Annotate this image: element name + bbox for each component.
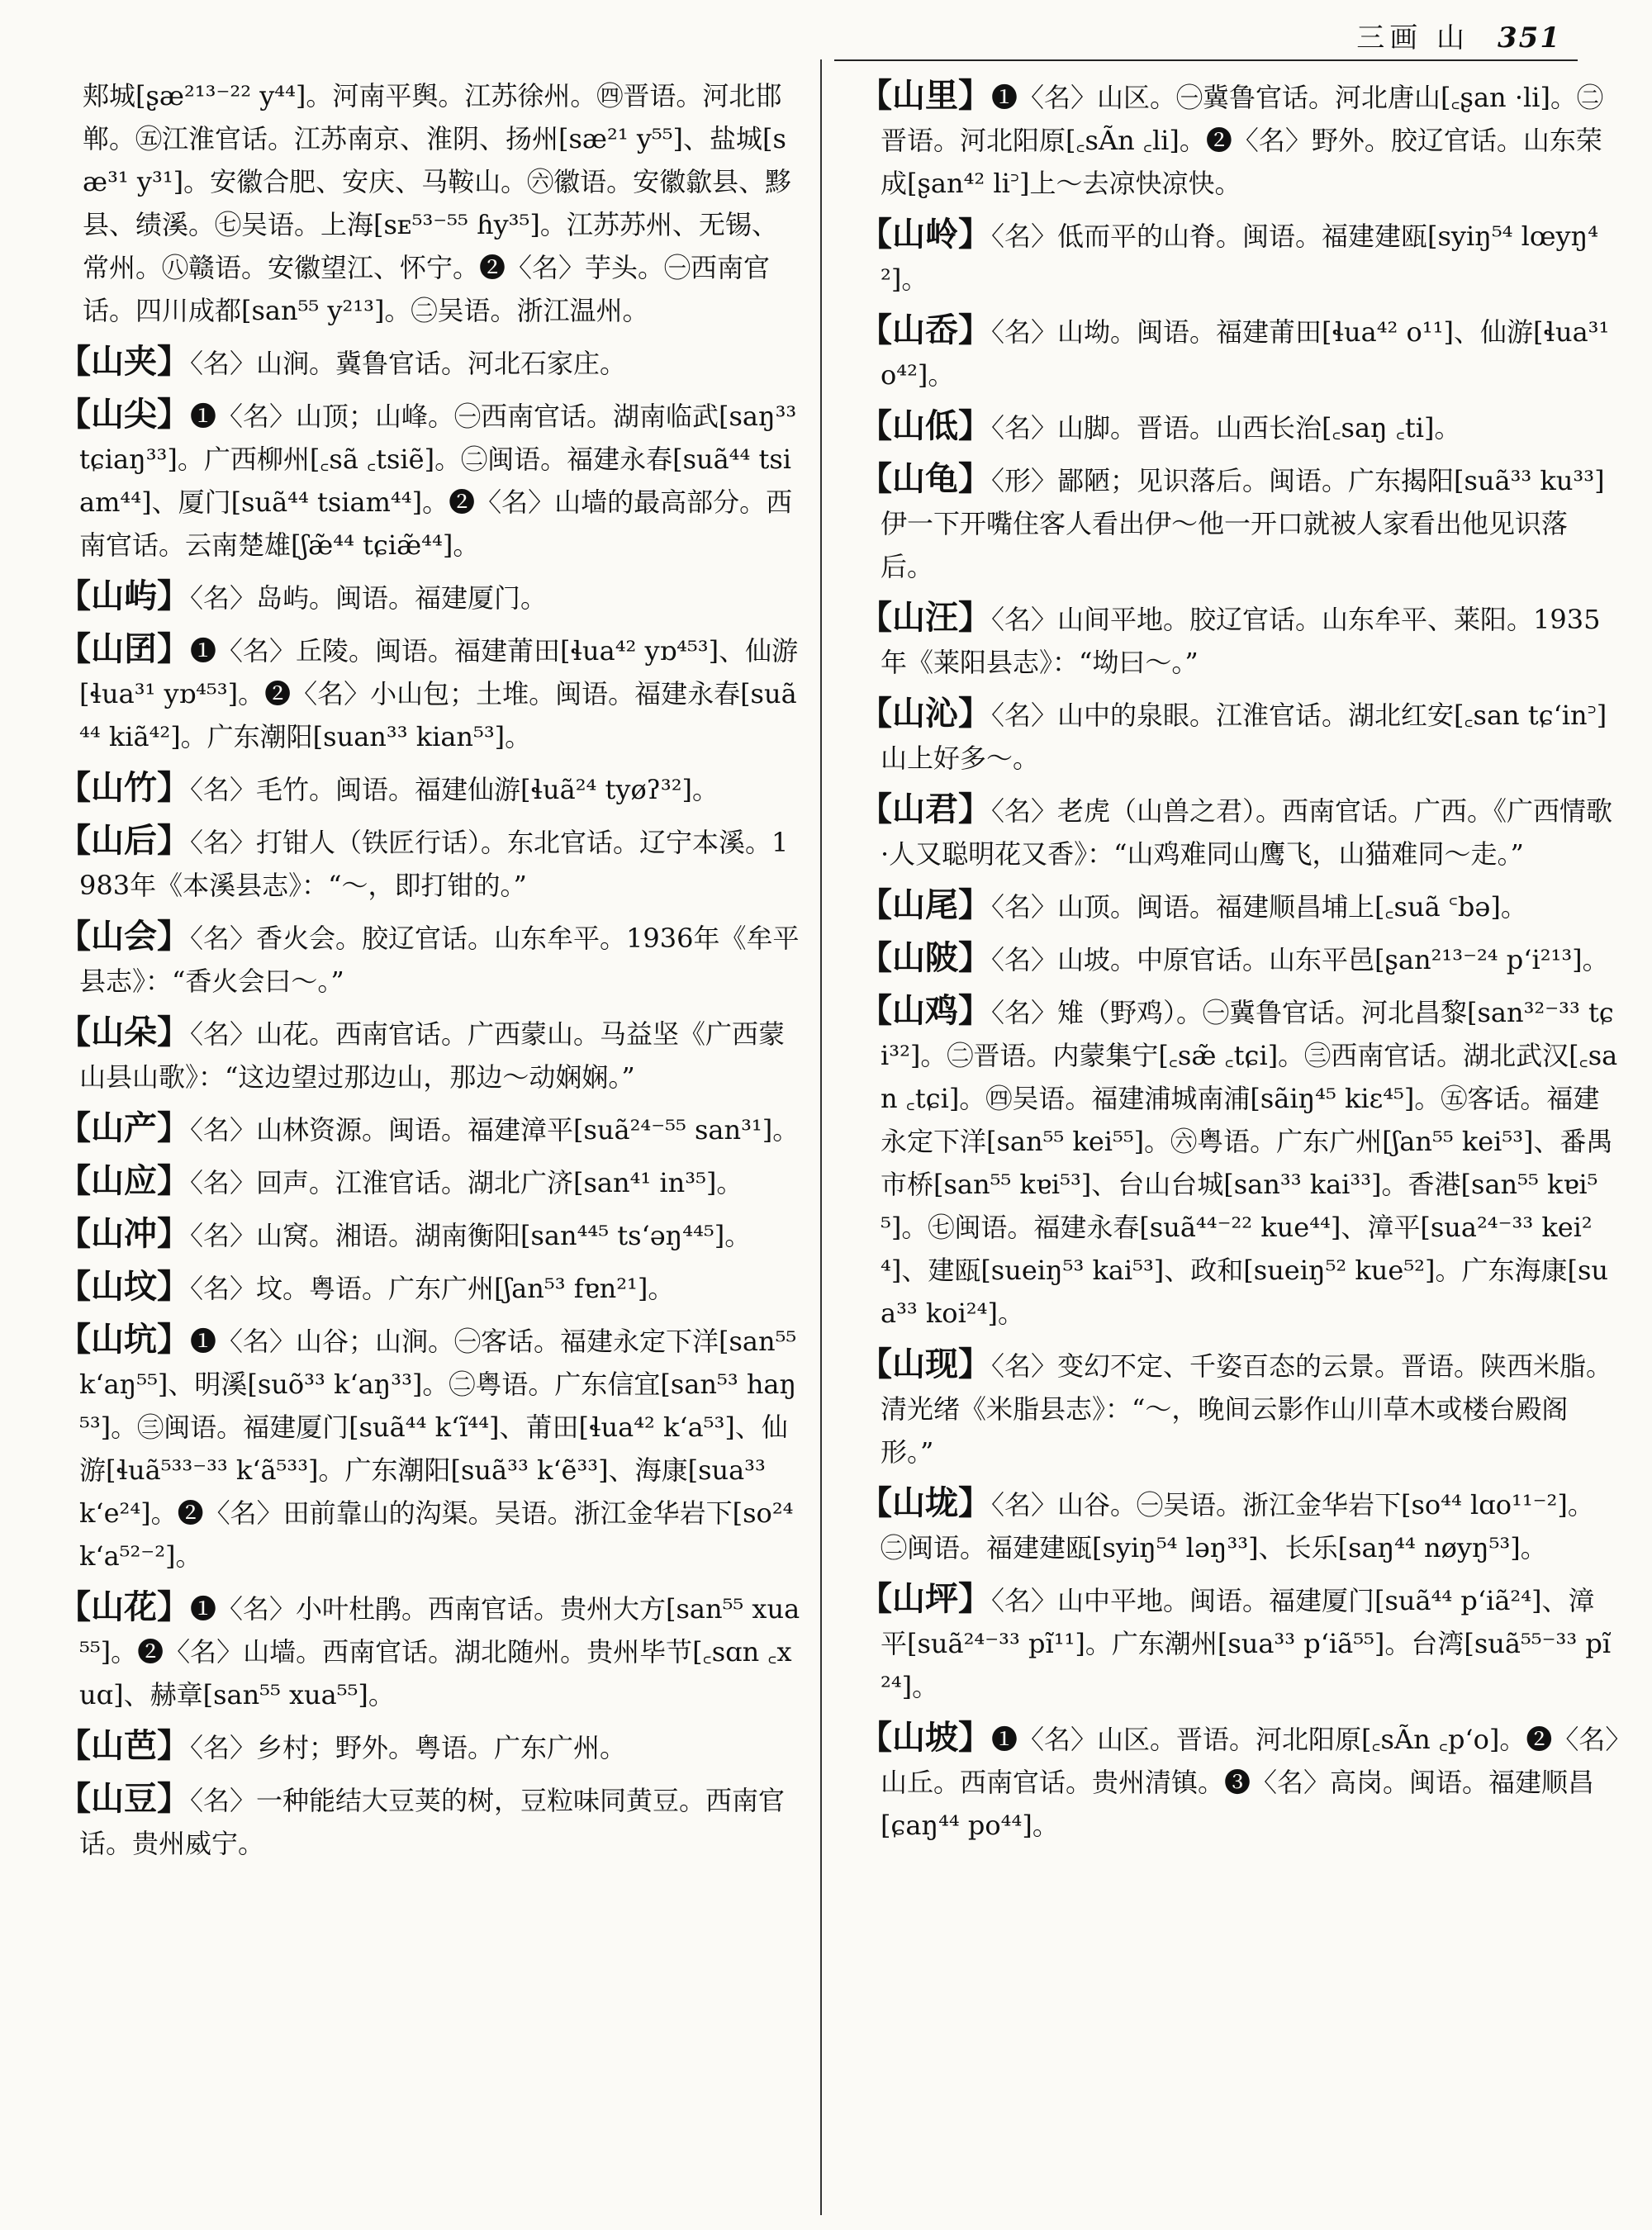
dictionary-entry <box>859 937 1619 981</box>
entry-definition: 〈名〉山涧。冀鲁官话。河北石家庄。 <box>190 348 627 379</box>
dictionary-entry <box>859 884 1619 928</box>
entry-headword: 【 山沁 】 <box>859 694 991 733</box>
entry-headword: 【 山坑 】 <box>58 1320 190 1359</box>
entry-headword: 【 山岙 】 <box>859 311 991 349</box>
dictionary-entry <box>58 1265 801 1310</box>
entry-headword: 【 山应 】 <box>58 1161 190 1200</box>
entry-headword: 【 山豆 】 <box>58 1779 190 1818</box>
entry-definition: 〈名〉雉（野鸡）。㊀冀鲁官话。河北昌黎[san³²⁻³³ tɕi³²]。㊁晋语。内蒙集宁[꜀sæ̃ ꜀tɕi]。㊂西南官话。湖北武汉[꜀san ꜀tɕi]。㊃吴语。福建浦城南浦[sãiŋ⁴⁵ kiɛ⁴⁵]。㊄客话。福建永定下洋[san⁵⁵ kei⁵⁵]。㊅粤语。广东广州[ʃan⁵⁵ kei⁵³]、番禺市桥[san⁵⁵ kɐi⁵³]、台山台城[san³³ kai³³]。香港[san⁵⁵ kɐi⁵⁵]。㊆闽语。福建永春[suã⁴⁴⁻²² kue⁴⁴]、漳平[sua²⁴⁻³³ kei²⁴]、建瓯[sueiŋ⁵³ kai⁵³]、政和[sueiŋ⁵² kue⁵²]。广东海康[sua³³ koi²⁴]。 <box>881 997 1618 1329</box>
entry-headword: 【 山后 】 <box>58 821 190 860</box>
entry-headword: 【 山坪 】 <box>859 1579 991 1618</box>
entry-definition: 〈名〉山花。西南官话。广西蒙山。马益坚《广西蒙山县山歌》：“这边望过那边山，那边～动娴娴。” <box>79 1018 786 1093</box>
left-column <box>58 74 801 1873</box>
entry-definition: 〈名〉山窝。湘语。湖南衡阳[san⁴⁴⁵ ts‘əŋ⁴⁴⁵]。 <box>190 1220 752 1251</box>
entry-headword: 【 山陂 】 <box>859 938 991 977</box>
entry-headword: 【 山岭 】 <box>859 215 991 254</box>
section-label: 三画 山 <box>1356 21 1470 55</box>
dictionary-entry <box>58 1318 801 1578</box>
entry-headword: 【 山囝 】 <box>58 629 190 668</box>
entry-definition: 郏城[ʂæ²¹³⁻²² y⁴⁴]。河南平舆。江苏徐州。㊃晋语。河北邯郸。㊄江淮官话。江苏南京、淮阴、扬州[sæ²¹ y⁵⁵]、盐城[sæ³¹ y³¹]。安徽合肥、安庆、马鞍山。㊅徽语。安徽歙县、黟县、绩溪。㊆吴语。上海[sᴇ⁵³⁻⁵⁵ ɦy³⁵]。江苏苏州、无锡、常州。㊇赣语。安徽望江、怀宁。❷〈名〉芋头。㊀西南官话。四川成都[san⁵⁵ y²¹³]。㊁吴语。浙江温州。 <box>83 80 792 326</box>
entry-definition: 〈形〉鄙陋；见识落后。闽语。广东揭阳[suã³³ ku³³]伊一下开嘴住客人看出伊～他一开口就被人家看出他见识落后。 <box>881 465 1605 582</box>
dictionary-entry <box>859 596 1619 684</box>
entry-definition: 〈名〉山顶。闽语。福建顺昌埔上[꜀suã ꜂bə]。 <box>991 891 1527 923</box>
entry-definition: ❶〈名〉山区。㊀冀鲁官话。河北唐山[꜀ʂan ·li]。㊁晋语。河北阳原[꜀sÃn ꜀li]。❷〈名〉野外。胶辽官话。山东荣成[ʂan⁴² li꜄]上～去凉快凉快。 <box>881 82 1603 199</box>
entry-definition: 〈名〉变幻不定、千姿百态的云景。晋语。陕西米脂。清光绪《米脂县志》：“～，晚间云影作山川草木或楼台殿阁形。” <box>881 1350 1613 1468</box>
dictionary-entry <box>58 1586 801 1716</box>
entry-definition: 〈名〉山林资源。闽语。福建漳平[suã²⁴⁻⁵⁵ san³¹]。 <box>190 1114 800 1146</box>
dictionary-entry <box>859 309 1619 396</box>
entry-definition: 〈名〉山坳。闽语。福建莆田[ɬua⁴² o¹¹]、仙游[ɬua³¹ o⁴²]。 <box>881 316 1610 391</box>
dictionary-entry <box>58 766 801 811</box>
dictionary-entry <box>859 788 1619 875</box>
entry-headword: 【 山低 】 <box>859 406 991 445</box>
dictionary-entry <box>58 1777 801 1865</box>
entry-definition: 〈名〉一种能结大豆荚的树，豆粒味同黄豆。西南官话。贵州威宁。 <box>79 1785 786 1859</box>
dictionary-entry <box>58 340 801 385</box>
dictionary-entry <box>859 213 1619 301</box>
entry-definition: 〈名〉山中的泉眼。江淮官话。湖北红安[꜀san tɕ‘in꜄]山上好多～。 <box>881 700 1607 774</box>
entry-definition: ❶〈名〉山顶；山峰。㊀西南官话。湖南临武[saŋ³³ tɕiaŋ³³]。广西柳州[꜀sã ꜀tsiẽ]。㊁闽语。福建永春[suã⁴⁴ tsiam⁴⁴]、厦门[suã⁴⁴ tsiam⁴⁴]。❷〈名〉山墙的最高部分。西南官话。云南楚雄[ʃæ̃⁴⁴ tɕiæ̃⁴⁴]。 <box>79 401 797 561</box>
dictionary-entry <box>58 1160 801 1204</box>
entry-definition: 〈名〉乡村；野外。粤语。广东广州。 <box>190 1732 627 1763</box>
entry-definition: 〈名〉山间平地。胶辽官话。山东牟平、莱阳。1935年《莱阳县志》：“坳曰～。” <box>881 604 1601 678</box>
dictionary-entry <box>859 405 1619 449</box>
entry-headword: 【 山鸡 】 <box>859 991 991 1030</box>
entry-headword: 【 山坡 】 <box>859 1718 991 1757</box>
column-divider <box>820 59 822 2215</box>
page-number: 351 <box>1498 21 1561 55</box>
entry-headword: 【 山芭 】 <box>58 1726 190 1765</box>
entry-definition: 〈名〉坟。粤语。广东广州[ʃan⁵³ fɐn²¹]。 <box>190 1273 675 1304</box>
dictionary-entry <box>58 1212 801 1257</box>
dictionary-entry <box>859 1716 1619 1847</box>
entry-definition: 〈名〉山谷。㊀吴语。浙江金华岩下[so⁴⁴ lɑo¹¹⁻²]。㊁闽语。福建建瓯[syiŋ⁵⁴ ləŋ³³]、长乐[saŋ⁴⁴ nøyŋ⁵³]。 <box>881 1489 1594 1563</box>
entry-headword: 【 山尖 】 <box>58 395 190 434</box>
dictionary-entry <box>859 74 1619 205</box>
entry-headword: 【 山会 】 <box>58 917 190 956</box>
entry-headword: 【 山现 】 <box>859 1345 991 1383</box>
entry-headword: 【 山尾 】 <box>859 885 991 924</box>
dictionary-entry <box>859 1343 1619 1473</box>
entry-headword: 【 山冲 】 <box>58 1214 190 1253</box>
dictionary-entry <box>58 819 801 907</box>
entry-headword: 【 山竹 】 <box>58 768 190 807</box>
entry-definition: ❶〈名〉小叶杜鹃。西南官话。贵州大方[san⁵⁵ xua⁵⁵]。❷〈名〉山墙。西南官话。湖北随州。贵州毕节[꜀sɑn ꜀xuɑ]、赫章[san⁵⁵ xua⁵⁵]。 <box>79 1593 800 1710</box>
dictionary-entry <box>58 1725 801 1769</box>
entry-headword: 【 山花 】 <box>58 1587 190 1626</box>
entry-headword: 【 山屿 】 <box>58 576 190 615</box>
right-column <box>859 74 1619 1855</box>
entry-definition: 〈名〉低而平的山脊。闽语。福建建瓯[syiŋ⁵⁴ lœyŋ⁴²]。 <box>881 221 1599 295</box>
entry-headword: 【 山垅 】 <box>859 1483 991 1522</box>
entry-headword: 【 山汪 】 <box>859 598 991 637</box>
entry-definition: 〈名〉山中平地。闽语。福建厦门[suã⁴⁴ p‘iã²⁴]、漳平[suã²⁴⁻³³ pĩ¹¹]。广东潮州[sua³³ p‘iã⁵⁵]。台湾[suã⁵⁵⁻³³ pĩ²⁴]。 <box>881 1585 1612 1702</box>
dictionary-entry <box>58 74 801 332</box>
header-rule <box>834 59 1578 61</box>
entry-definition: 〈名〉山脚。晋语。山西长治[꜀saŋ ꜀ti]。 <box>991 412 1461 444</box>
entry-definition: 〈名〉回声。江淮官话。湖北广济[san⁴¹ in³⁵]。 <box>190 1167 743 1198</box>
entry-headword: 【 山里 】 <box>859 76 991 115</box>
dictionary-entry <box>859 1578 1619 1708</box>
entry-headword: 【 山朵 】 <box>58 1013 190 1051</box>
entry-definition: 〈名〉山坡。中原官话。山东平邑[ʂan²¹³⁻²⁴ p‘i²¹³]。 <box>991 944 1609 975</box>
running-head <box>1356 15 1561 55</box>
dictionary-entry <box>58 1107 801 1151</box>
entry-headword: 【 山夹 】 <box>58 342 190 381</box>
entry-headword: 【 山产 】 <box>58 1108 190 1147</box>
entry-headword: 【 山坟 】 <box>58 1267 190 1306</box>
dictionary-entry <box>58 915 801 1003</box>
entry-definition: 〈名〉毛竹。闽语。福建仙游[ɬuã²⁴ tyøʔ³²]。 <box>190 774 719 805</box>
entry-headword: 【 山君 】 <box>859 790 991 828</box>
entry-definition: ❶〈名〉山谷；山涧。㊀客话。福建永定下洋[san⁵⁵ k‘aŋ⁵⁵]、明溪[suõ³³ k‘aŋ³³]。㊁粤语。广东信宜[san⁵³ haŋ⁵³]。㊂闽语。福建厦门[suã⁴⁴ k‘ĩ⁴⁴]、莆田[ɬua⁴² k‘a⁵³]、仙游[ɬuã⁵³³⁻³³ k‘ã⁵³³]。广东潮阳[suã³³ k‘ẽ³³]、海康[sua³³ k‘e²⁴]。❷〈名〉田前靠山的沟渠。吴语。浙江金华岩下[so²⁴ k‘a⁵²⁻²]。 <box>79 1326 797 1572</box>
entry-definition: ❶〈名〉山区。晋语。河北阳原[꜀sÃn ꜀p‘o]。❷〈名〉山丘。西南官话。贵州清镇。❸〈名〉高岗。闽语。福建顺昌[ɕaŋ⁴⁴ po⁴⁴]。 <box>881 1724 1619 1841</box>
dictionary-entry <box>859 692 1619 780</box>
entry-definition: 〈名〉老虎（山兽之君）。西南官话。广西。《广西情歌·人又聪明花又香》：“山鸡难同山鹰飞，山猫难同～走。” <box>881 795 1613 870</box>
dictionary-entry <box>859 1482 1619 1569</box>
entry-definition: 〈名〉香火会。胶辽官话。山东牟平。1936年《牟平县志》：“香火会曰～。” <box>79 923 800 997</box>
entry-definition: 〈名〉岛屿。闽语。福建厦门。 <box>190 582 548 614</box>
entry-headword: 【 山龟 】 <box>859 459 991 498</box>
dictionary-entry <box>859 458 1619 588</box>
dictionary-entry <box>859 989 1619 1335</box>
dictionary-entry <box>58 1011 801 1098</box>
entry-definition: 〈名〉打钳人（铁匠行话）。东北官话。辽宁本溪。1983年《本溪县志》：“～，即打钳的。” <box>79 827 789 901</box>
dictionary-entry <box>58 393 801 567</box>
dictionary-entry <box>58 575 801 619</box>
dictionary-entry <box>58 628 801 758</box>
entry-definition: ❶〈名〉丘陵。闽语。福建莆田[ɬua⁴² yɒ⁴⁵³]、仙游[ɬua³¹ yɒ⁴⁵³]。❷〈名〉小山包；土堆。闽语。福建永春[suã⁴⁴ kiã⁴²]。广东潮阳[suan³³ kian⁵³]。 <box>79 635 799 752</box>
